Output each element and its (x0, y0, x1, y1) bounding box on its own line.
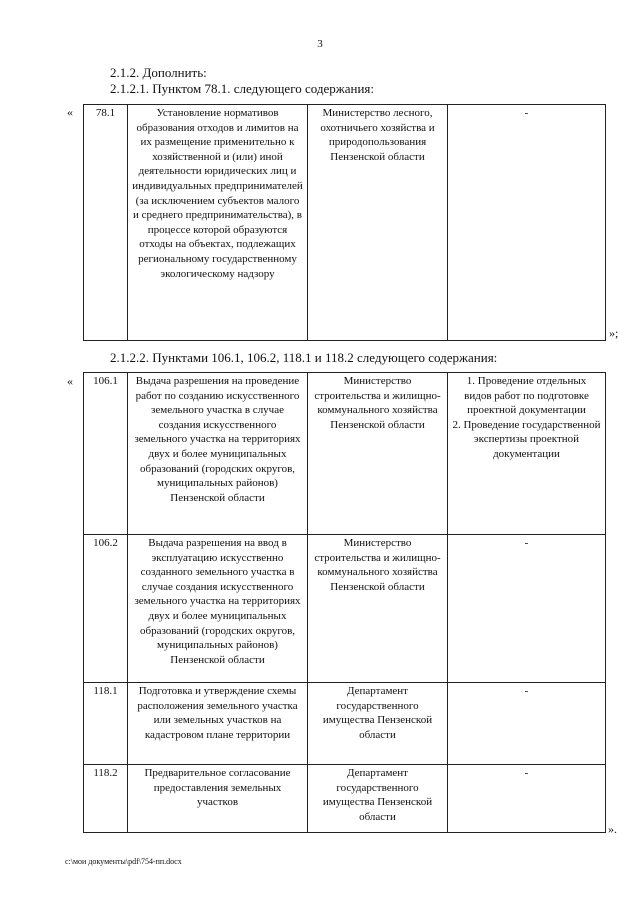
dependent-services-cell (448, 373, 606, 535)
footer-file-path: c:\мои документы\pdf\754-пп.docx (65, 857, 182, 866)
item-number-cell: 106.1 (84, 373, 128, 535)
department-cell: Департамент государственного имущества Пензенской области (308, 683, 448, 765)
service-name-cell: Предварительное согласование предоставления земельных участков (128, 765, 308, 833)
service-name-cell (128, 105, 308, 341)
service-name-cell: Выдача разрешения на проведение работ по созданию искусственного земельного участка в случае создания искусственного земельного участка на территориях двух и более муниципальных образований (городских округов, муниципальных районов) Пензенской области (128, 373, 308, 535)
service-name-cell: Подготовка и утверждение схемы расположения земельного участка или земельных участков на кадастровом плане территории (128, 683, 308, 765)
closing-quote: ». (608, 822, 617, 836)
dependent-services-cell: - (448, 765, 606, 833)
table-row (84, 373, 606, 535)
table-row (84, 765, 606, 833)
table-row (84, 683, 606, 765)
department-cell: Министерство лесного, охотничьего хозяйства и природопользования Пензенской области (308, 105, 448, 341)
closing-quote: »; (609, 326, 619, 340)
department-cell: Департамент государственного имущества Пензенской области (308, 765, 448, 833)
dependent-services-cell: - (448, 535, 606, 683)
item-number-cell: 118.1 (84, 683, 128, 765)
service-name-cell: Выдача разрешения на ввод в эксплуатацию искусственно созданного земельного участка в случае создания искусственного земельного участка на территориях двух и более муниципальных образований (городских округов, муниципальных районов) Пензенской области (128, 535, 308, 683)
item-number-cell: 118.2 (84, 765, 128, 833)
section-heading-2-1-2-1: 2.1.2.1. Пунктом 78.1. следующего содержания: (110, 81, 374, 96)
department-cell: Министерство строительства и жилищно-коммунального хозяйства Пензенской области (308, 373, 448, 535)
services-table-78-1 (83, 104, 606, 341)
table-row (84, 535, 606, 683)
dependent-services-cell: - (448, 105, 606, 341)
service-name-text: Установление нормативов образования отходов и лимитов на их размещение применительно к хозяйственной и (или) иной деятельности юридических лиц и индивидуальных предпринимателей (за исключением субъектов малого и среднего предпринимательства), в процессе которой образуются отходы на объектах, подлежащих региональному государственному экологическому надзору (132, 107, 303, 280)
opening-quote: « (67, 105, 73, 119)
dependent-services-cell: - (448, 683, 606, 765)
item-number-cell: 106.2 (84, 535, 128, 683)
services-table-106-118 (83, 372, 606, 833)
section-heading-2-1-2: 2.1.2. Дополнить: (110, 65, 207, 80)
section-heading-2-1-2-2: 2.1.2.2. Пунктами 106.1, 106.2, 118.1 и 118.2 следующего содержания: (110, 350, 498, 365)
item-number-cell: 78.1 (84, 105, 128, 341)
department-cell: Министерство строительства и жилищно-коммунального хозяйства Пензенской области (308, 535, 448, 683)
opening-quote: « (67, 374, 73, 388)
dependent-services-text: 1. Проведение отдельных видов работ по подготовке проектной документации 2. Проведение государственной экспертизы проектной документации (452, 375, 601, 460)
page-number: 3 (317, 38, 323, 50)
table-row (84, 105, 606, 341)
